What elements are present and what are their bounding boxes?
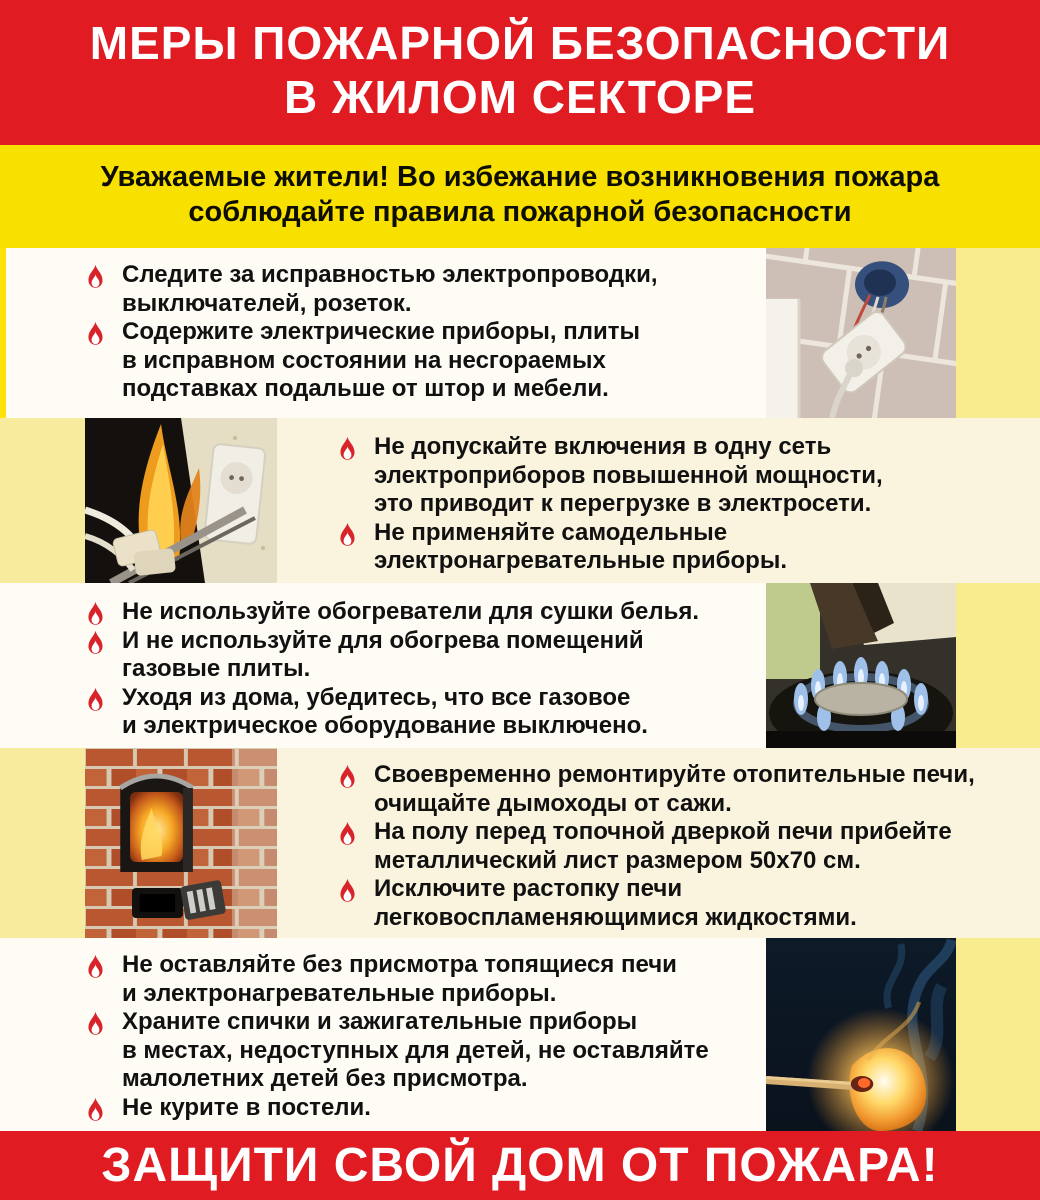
left-edge-accent	[0, 248, 6, 418]
flame-icon	[338, 878, 357, 903]
section-stoves	[0, 748, 1040, 938]
damaged-outlet-photo	[766, 248, 956, 418]
bullet-list	[85, 951, 766, 1122]
section-unattended-matches	[0, 938, 1040, 1131]
left-accent-strip	[0, 748, 85, 938]
notice-line2: соблюдайте правила пожарной безопасности	[188, 196, 852, 228]
safety-rule	[337, 433, 1040, 519]
rule-line: и электрическое оборудование выключено.	[122, 712, 648, 739]
notice-line1: Уважаемые жители! Во избежание возникновения пожара	[100, 161, 940, 193]
bullet-list	[85, 261, 766, 404]
rule-line: легковоспламеняющимися жидкостями.	[374, 903, 857, 931]
rule-line: Не применяйте самодельные	[374, 518, 728, 546]
rule-line: Своевременно ремонтируйте отопительные печи,	[374, 761, 975, 788]
flame-icon	[338, 436, 357, 461]
footer-slogan: ЗАЩИТИ СВОЙ ДОМ ОТ ПОЖАРА!	[101, 1139, 939, 1192]
right-accent-strip	[956, 583, 1040, 748]
gas-burner-photo	[766, 583, 956, 748]
left-accent-strip	[0, 418, 85, 583]
safety-rule	[337, 519, 1040, 576]
right-accent-strip	[956, 248, 1040, 418]
safety-rule	[337, 761, 1040, 818]
safety-rule	[85, 1008, 766, 1094]
rule-line: электронагревательные приборы.	[374, 547, 787, 574]
rule-line: в исправном состоянии на несгораемых	[122, 346, 606, 374]
section-heaters-gas	[0, 583, 1040, 748]
flame-icon	[86, 1097, 105, 1122]
flame-icon	[86, 601, 105, 626]
rule-line: Не курите в постели.	[122, 1093, 371, 1121]
safety-rule	[85, 951, 766, 1008]
rule-line: Исключите растопку печи	[374, 875, 683, 902]
flame-icon	[86, 264, 105, 289]
rule-line: Следите за исправностью электропроводки,	[122, 261, 658, 288]
bullet-list	[337, 761, 1040, 932]
burning-socket-photo	[85, 418, 277, 583]
notice-band	[0, 145, 1040, 248]
safety-rule	[337, 818, 1040, 875]
rule-line: это приводит к перегрузке в электросети.	[374, 490, 872, 517]
safety-rule	[337, 875, 1040, 932]
rule-line: Не используйте обогреватели для сушки белья.	[122, 598, 700, 625]
rule-line: И не используйте для обогрева помещений	[122, 626, 644, 654]
rule-line: очищайте дымоходы от сажи.	[374, 789, 732, 817]
flame-icon	[86, 630, 105, 655]
rule-line: Храните спички и зажигательные приборы	[122, 1008, 638, 1035]
rule-line: подставках подальше от штор и мебели.	[122, 375, 609, 402]
safety-rule	[85, 627, 766, 684]
rule-line: малолетних детей без присмотра.	[122, 1065, 528, 1092]
poster-title-line1: МЕРЫ ПОЖАРНОЙ БЕЗОПАСНОСТИ	[89, 17, 951, 69]
rule-line: На полу перед топочной дверкой печи прибейте	[374, 818, 952, 845]
section-electrical-wiring	[0, 248, 1040, 418]
flame-icon	[338, 522, 357, 547]
bullet-list	[337, 433, 1040, 576]
rule-line: металлический лист размером 50х70 см.	[374, 846, 861, 874]
brick-stove-photo	[85, 748, 277, 938]
flame-icon	[86, 1011, 105, 1036]
bullet-list	[85, 598, 766, 741]
safety-rule	[85, 598, 766, 627]
poster-footer	[0, 1131, 1040, 1200]
right-accent-strip	[956, 938, 1040, 1131]
safety-rule	[85, 684, 766, 741]
rule-line: и электронагревательные приборы.	[122, 979, 557, 1007]
rule-line: Не оставляйте без присмотра топящиеся печи	[122, 951, 677, 978]
poster-title-line2: В ЖИЛОМ СЕКТОРЕ	[283, 71, 756, 123]
flame-icon	[338, 821, 357, 846]
safety-rule	[85, 318, 766, 404]
poster-header	[0, 0, 1040, 145]
safety-rule	[85, 1094, 766, 1123]
section-overload	[0, 418, 1040, 583]
rule-line: выключателей, розеток.	[122, 289, 412, 317]
rule-line: Не допускайте включения в одну сеть	[374, 433, 832, 460]
flame-icon	[338, 764, 357, 789]
flame-icon	[86, 321, 105, 346]
flame-icon	[86, 687, 105, 712]
rule-line: в местах, недоступных для детей, не оставляйте	[122, 1036, 709, 1064]
rule-line: газовые плиты.	[122, 655, 311, 682]
rule-line: электроприборов повышенной мощности,	[374, 461, 883, 489]
safety-rule	[85, 261, 766, 318]
rule-line: Содержите электрические приборы, плиты	[122, 318, 640, 345]
burning-match-photo	[766, 938, 956, 1131]
rule-line: Уходя из дома, убедитесь, что все газовое	[122, 683, 631, 711]
flame-icon	[86, 954, 105, 979]
